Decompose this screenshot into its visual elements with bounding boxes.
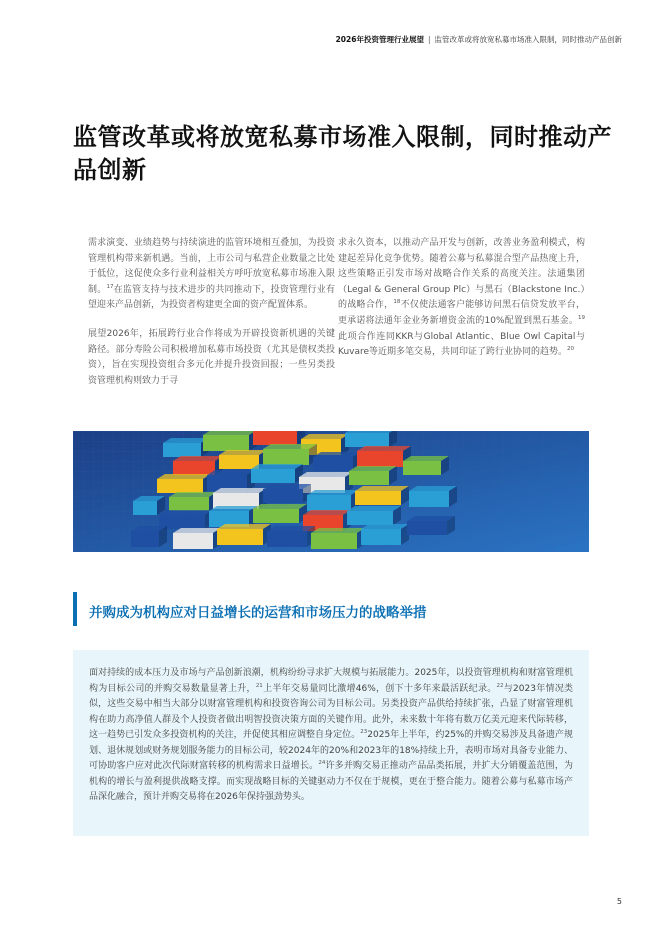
block [131, 531, 159, 547]
block-top [407, 516, 455, 521]
block-top [263, 444, 317, 449]
block-top [163, 438, 209, 443]
block-top [301, 434, 349, 439]
running-header [336, 34, 622, 45]
header-separator: | [427, 35, 431, 44]
block [163, 443, 201, 457]
block [253, 509, 299, 523]
section-accent-bar [73, 592, 77, 626]
block [361, 529, 401, 545]
block-top [219, 450, 267, 455]
left-paragraph-2: 展望2026年，拓展跨行业合作将成为开辟投资新机遇的关键路径。部分寿险公司积极增加私募市场投资（尤其是债权类投资），旨在实现投资组合多元化并提升投资回报；一些另类投资管理机构则致力于寻 [88, 328, 335, 386]
block [173, 533, 213, 549]
left-column [88, 236, 335, 402]
block-top [209, 506, 257, 511]
block-top [267, 526, 315, 531]
block [313, 457, 353, 471]
footnote-ref[interactable]: 19 [578, 314, 585, 321]
block [203, 435, 249, 451]
block-top [299, 472, 353, 477]
block-top [313, 452, 361, 457]
block [357, 451, 403, 467]
block [169, 497, 209, 511]
footnote-ref[interactable]: 23 [360, 729, 368, 735]
section-title: 并购成为机构应对日益增长的运营和市场压力的战略举措 [89, 605, 427, 621]
block [263, 449, 309, 465]
block-top [213, 488, 267, 493]
left-paragraph-1: 需求演变、业绩趋势与持续演进的监管环境相互叠加，为投资管理机构带来新机遇。当前，上市公司与私营企业数量之比处于低位，这促使众多行业利益相关方呼吁放宽私募市场准入限制。$^{17}$在监管支持与技术进步的共同推动下，投资管理行业有望迎来产品创新，为投资者构建更全面的资产配置体系。 [88, 238, 335, 311]
block-top [403, 456, 449, 461]
footnote-ref[interactable]: 24 [318, 760, 326, 766]
block [219, 455, 259, 469]
footnote-ref[interactable]: 17 [106, 283, 114, 290]
header-section: 监管改革或将放宽私募市场准入限制，同时推动产品创新 [434, 35, 622, 44]
right-paragraph-1: 求永久资本，以推动产品开发与创新，改善业务盈利模式，构建起差异化竞争优势。随着公募与私募混合型产品热度上升，这些策略正引发市场对战略合作关系的高度关注。法通集团（Legal & General Group Plc）与黑石（Blackstone Inc.）的战略合作，$^{18}$不仅使法通客户能够访问黑石信贷发放平台，更承诺将法通年金业务新增资金流的10%配置到黑石基金。$^{19}$此项合作连同KKR与Global Atlantic、Blue Owl Capital与Kuvare等近期多笔交易，共同印证了跨行业协同的趋势。$^{20}$ [338, 238, 585, 358]
block [307, 495, 351, 511]
block-top [263, 484, 311, 489]
block [267, 531, 307, 547]
block-top [203, 431, 257, 435]
hero-image [73, 431, 589, 552]
footnote-ref[interactable]: 22 [496, 682, 504, 689]
block-top [357, 446, 411, 451]
block [403, 461, 441, 475]
block-top [253, 504, 307, 509]
right-column [338, 236, 585, 374]
block-top [169, 492, 217, 497]
block-top [217, 524, 271, 529]
report-name: 2026年投资管理行业展望 [335, 35, 424, 44]
block [347, 511, 393, 525]
callout-box: 面对持续的成本压力及市场与产品创新浪潮，机构纷纷寻求扩大规模与拓展能力。2025年，以投资管理机构和财富管理机构为目标公司的并购交易数量显著上升，$^{21}$上半年交易量同比激增46%，创下十多年来最活跃纪录。$^{22}$与2023年情况类似，这些交易中相当大部分以财富管理机构和投资咨询公司为目标公司。另类投资产品供给持续扩张，凸显了财富管理机构在助力高净值人群及个人投资者做出明智投资决策方面的关键作用。此外，未来数十年将有数万亿美元迎来代际转移，这一趋势已引发众多投资机构的关注，并促使其相应调整自身定位。$^{23}$2025年上半年，约25%的并购交易涉及具备遗产规划、退休规划或财务规划服务能力的目标公司，较2024年的20%和2023年的18%持续上升，表明市场对具备专业能力、可协助客户应对此次代际财富转移的机构需求日益增长。$^{24}$许多并购交易正推动产品品类拓展，并扩大分销覆盖范围，为机构的增长与盈利提供战略支撑。而实现战略目标的关键驱动力不仅在于规模，更在于整合能力。随着公募与私募市场产品深化融合，预计并购交易将在2026年保持强劲势头。 [73, 650, 589, 836]
block-top [159, 510, 213, 515]
block [407, 521, 447, 535]
block [349, 471, 389, 485]
footnote-ref[interactable]: 21 [255, 682, 263, 689]
block-top [157, 474, 211, 479]
block [251, 469, 295, 483]
block-top [409, 486, 457, 491]
block [173, 461, 215, 475]
block [133, 501, 157, 515]
page-number: 5 [616, 897, 622, 906]
block [253, 431, 297, 445]
block-top [207, 470, 255, 475]
block-stack [131, 431, 457, 549]
block-top [361, 524, 409, 529]
block-top [303, 510, 351, 515]
block [409, 491, 449, 507]
block-top [347, 506, 401, 511]
block-top [311, 528, 365, 533]
stacked-blocks-illustration [73, 431, 589, 552]
block [157, 479, 203, 493]
footnote-ref[interactable]: 20 [567, 346, 575, 353]
block [355, 491, 401, 505]
block-top [173, 456, 223, 461]
block [263, 489, 303, 503]
block-top [307, 490, 359, 495]
block [345, 433, 389, 447]
block-top [251, 464, 303, 469]
block-top [345, 431, 397, 433]
block [311, 533, 357, 549]
page-title: 监管改革或将放宽私募市场准入限制，同时推动产品创新 [73, 123, 612, 184]
block-top [349, 466, 397, 471]
footnote-ref[interactable]: 18 [393, 299, 401, 306]
block [217, 529, 263, 545]
block-top [355, 486, 409, 491]
block-top [173, 528, 221, 533]
